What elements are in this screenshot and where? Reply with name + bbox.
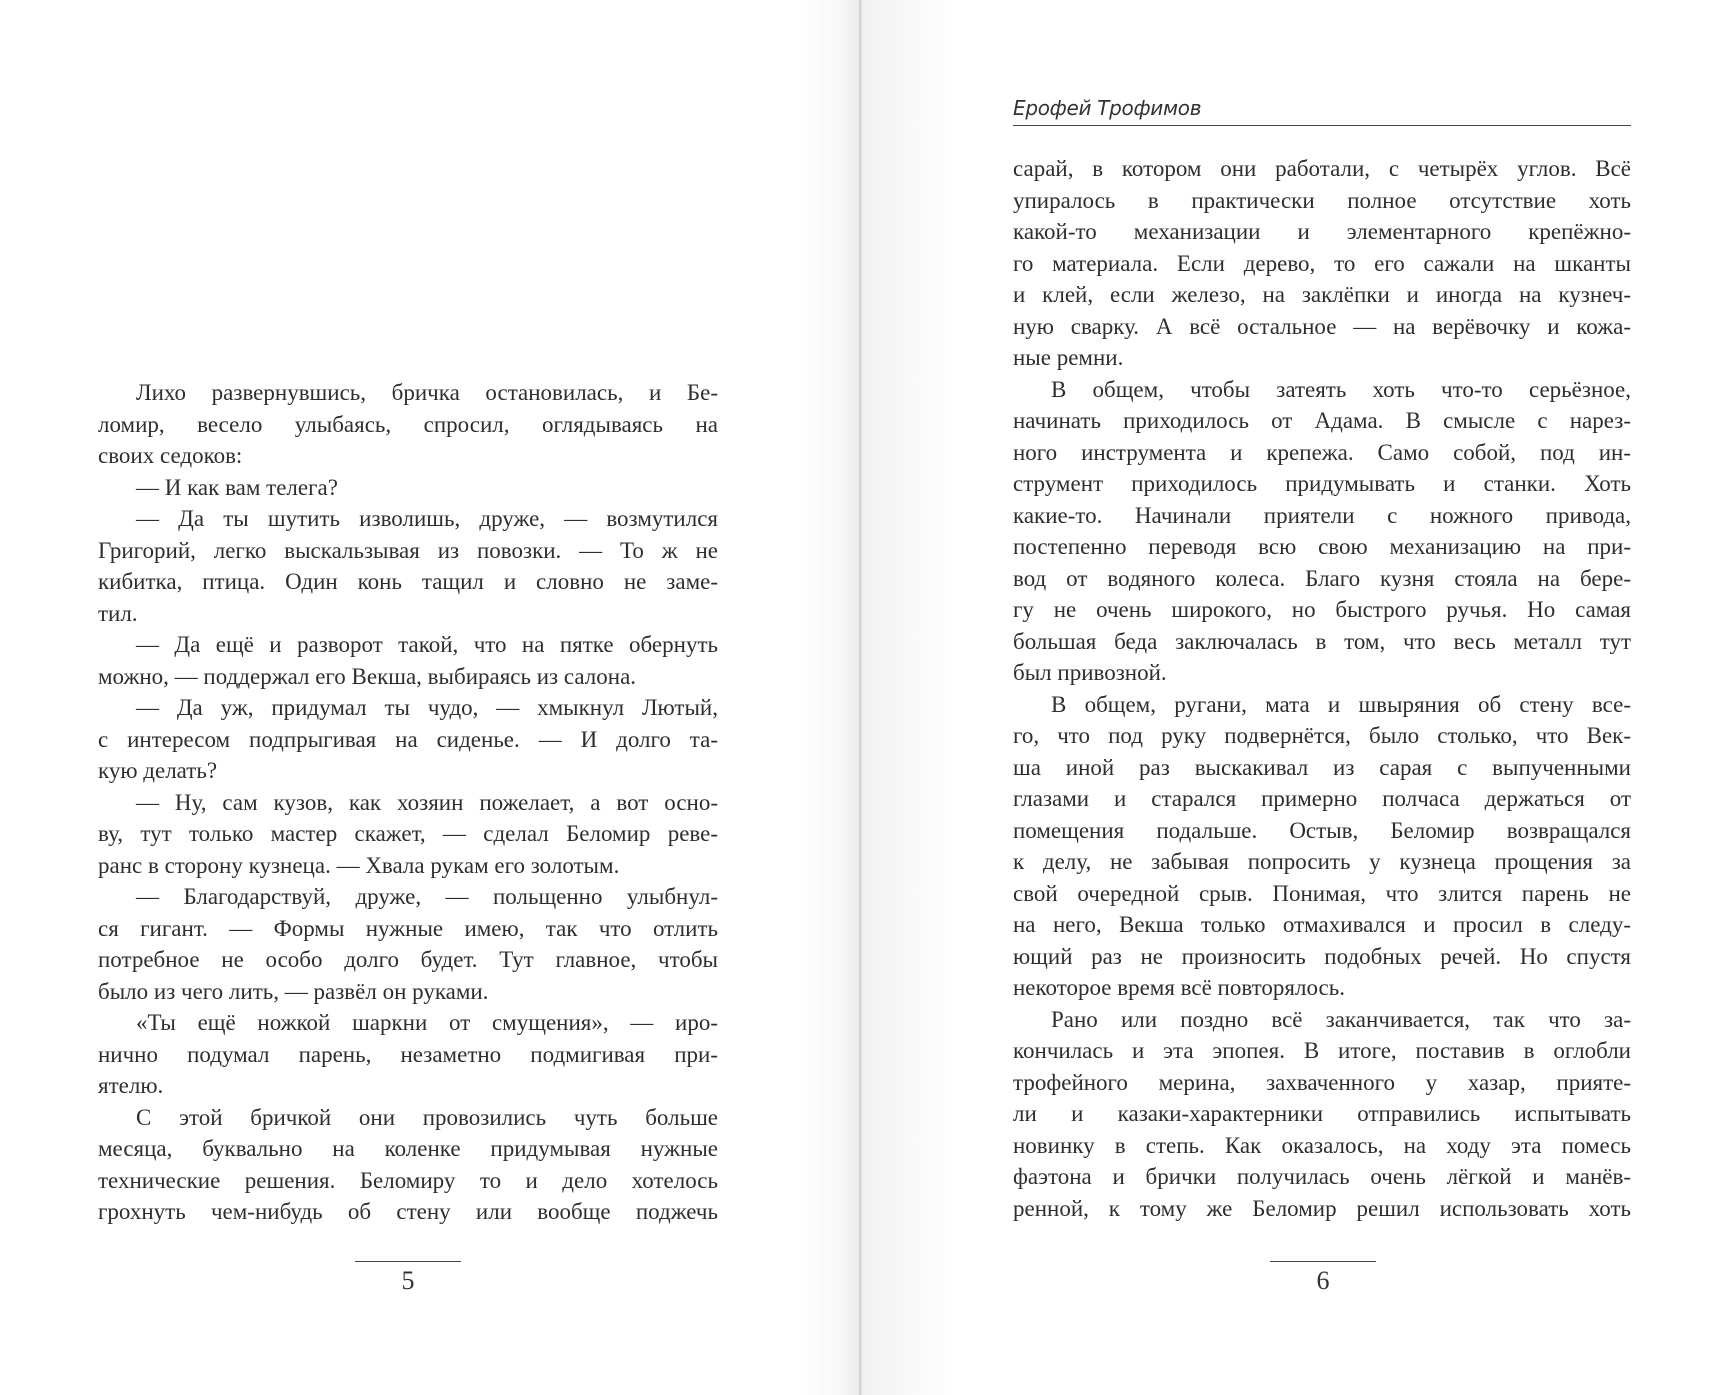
- text-line: — Ну, сам кузов, как хозяин пожелает, а вот осно-: [136, 789, 718, 815]
- text-line: ранс в сторону кузнеца. — Хвала рукам его золотым.: [98, 852, 620, 878]
- text-line: помещения подальше. Остыв, Беломир возвращался: [1013, 817, 1631, 843]
- right-page-body: [1013, 153, 1631, 1224]
- text-line: ша иной раз выскакивал из сарая с выпученными: [1013, 754, 1631, 780]
- text-line: нично подумал парень, незаметно подмигивая при-: [98, 1041, 718, 1067]
- text-line: го материала. Если дерево, то его сажали на шканты: [1013, 250, 1631, 276]
- text-line: глазами и старался примерно полчаса держаться от: [1013, 786, 1631, 811]
- text-line: ся гигант. — Формы нужные имею, так что отлить: [98, 915, 718, 941]
- text-line: ные ремни.: [1013, 345, 1124, 370]
- page-number-left: 5: [401, 1266, 415, 1295]
- text-line: гу не очень широкого, но быстрого ручья. Но самая: [1013, 597, 1631, 622]
- page-number-rule-right: [1270, 1261, 1376, 1262]
- paragraph: [1013, 153, 1631, 374]
- text-line: ятелю.: [98, 1073, 164, 1098]
- text-line: было из чего лить, — развёл он руками.: [98, 978, 489, 1004]
- paragraph: [98, 692, 718, 787]
- text-line: Рано или поздно всё заканчивается, так что за-: [1051, 1006, 1631, 1032]
- text-line: какой-то механизации и элементарного крепёжно-: [1013, 219, 1631, 244]
- text-line: некоторое время всё повторялось.: [1013, 975, 1345, 1000]
- text-line: кую делать?: [98, 758, 218, 783]
- text-line: новинку в степь. Как оказалось, на ходу эта помесь: [1013, 1132, 1631, 1158]
- text-line: кибитка, птица. Один конь тащил и словно не заме-: [98, 569, 718, 594]
- paragraph: [98, 503, 718, 629]
- text-line: начинать приходилось от Адама. В смысле с нарез-: [1013, 408, 1631, 433]
- text-line: — Да ещё и разворот такой, что на пятке обернуть: [136, 632, 718, 657]
- text-line: — Да ты шутить изволишь, друже, — возмутился: [136, 506, 718, 531]
- text-line: кончилась и эта эпопея. В итоге, поставив в оглобли: [1013, 1038, 1631, 1063]
- page-number-rule-left: [355, 1261, 461, 1262]
- text-line: — И как вам телега?: [136, 474, 338, 500]
- paragraph: [98, 629, 718, 692]
- text-line: ющий раз не произносить подобных речей. Но спустя: [1013, 943, 1631, 969]
- text-line: большая беда заключалась в том, что весь металл тут: [1013, 628, 1631, 654]
- text-line: — Благодарствуй, друже, — польщенно улыбнул-: [136, 884, 718, 909]
- text-line: был привозной.: [1013, 660, 1167, 685]
- text-line: сарай, в котором они работали, с четырёх углов. Всё: [1013, 156, 1631, 181]
- text-line: С этой бричкой они провозились чуть больше: [136, 1104, 718, 1130]
- text-line: ную сварку. А всё остальное — на верёвочку и кожа-: [1013, 313, 1631, 339]
- paragraph: [98, 1007, 718, 1102]
- text-line: месяца, буквально на коленке придумывая нужные: [98, 1136, 718, 1161]
- paragraph: [1013, 689, 1631, 1004]
- text-line: какие-то. Начинали приятели с ножного привода,: [1013, 502, 1631, 528]
- text-line: трофейного мерина, захваченного у хазар, прияте-: [1013, 1069, 1631, 1095]
- text-line: к делу, не забывая попросить у кузнеца прощения за: [1013, 849, 1631, 874]
- running-head-rule: [1013, 125, 1631, 126]
- text-line: на него, Векша только отмахивался и просил в следу-: [1013, 912, 1631, 937]
- paragraph: [1013, 374, 1631, 689]
- text-line: постепенно переводя всю свою механизацию на при-: [1013, 534, 1631, 559]
- text-line: грохнуть чем-нибудь об стену или вообще поджечь: [98, 1199, 718, 1224]
- paragraph: [98, 881, 718, 1007]
- text-line: В общем, ругани, мата и швыряния об стену все-: [1051, 691, 1631, 717]
- paragraph: [98, 1102, 718, 1228]
- text-line: ву, тут только мастер скажет, — сделал Беломир реве-: [98, 821, 718, 846]
- text-line: вод от водяного колеса. Благо кузня стояла на бере-: [1013, 565, 1631, 591]
- text-line: и клей, если железо, на заклёпки и иногда на кузнеч-: [1013, 282, 1631, 307]
- left-page-body: [98, 377, 718, 1228]
- text-line: Григорий, легко выскальзывая из повозки. — То ж не: [98, 537, 718, 563]
- book-gutter: [859, 0, 861, 1395]
- text-line: Лихо развернувшись, бричка остановилась, и Бе-: [136, 380, 718, 405]
- paragraph: [1013, 1004, 1631, 1225]
- text-line: ломир, весело улыбаясь, спросил, оглядываясь на: [98, 411, 718, 437]
- paragraph: [98, 472, 718, 504]
- paragraph: [98, 787, 718, 882]
- text-line: ренной, к тому же Беломир решил использовать хоть: [1013, 1195, 1631, 1221]
- text-line: «Ты ещё ножкой шаркни от смущения», — иро-: [136, 1010, 718, 1035]
- text-line: тил.: [98, 600, 138, 626]
- text-line: можно, — поддержал его Векша, выбираясь из салона.: [98, 663, 637, 689]
- text-line: технические решения. Беломиру то и дело хотелось: [98, 1167, 718, 1193]
- text-line: струмент приходилось придумывать и станки. Хоть: [1013, 471, 1631, 496]
- running-head-author: Ерофей Трофимов: [1013, 96, 1202, 120]
- text-line: ного инструмента и крепежа. Само собой, под ин-: [1013, 439, 1631, 465]
- text-line: В общем, чтобы затеять хоть что-то серьёзное,: [1051, 376, 1631, 402]
- text-line: фаэтона и брички получилась очень лёгкой и манёв-: [1013, 1164, 1631, 1189]
- text-line: го, что под руку подвернётся, было столько, что Век-: [1013, 723, 1631, 748]
- paragraph: [98, 377, 718, 472]
- text-line: своих седоков:: [98, 443, 243, 468]
- text-line: ли и казаки-характерники отправились испытывать: [1013, 1101, 1631, 1126]
- text-line: упиралось в практически полное отсутствие хоть: [1013, 187, 1631, 213]
- page-number-right: 6: [1316, 1266, 1330, 1295]
- text-line: — Да уж, придумал ты чудо, — хмыкнул Лютый,: [136, 695, 718, 720]
- text-line: потребное не особо долго будет. Тут главное, чтобы: [98, 947, 718, 972]
- text-line: с интересом подпрыгивая на сиденье. — И долго та-: [98, 726, 718, 752]
- text-line: свой очередной срыв. Понимая, что злится парень не: [1013, 880, 1631, 906]
